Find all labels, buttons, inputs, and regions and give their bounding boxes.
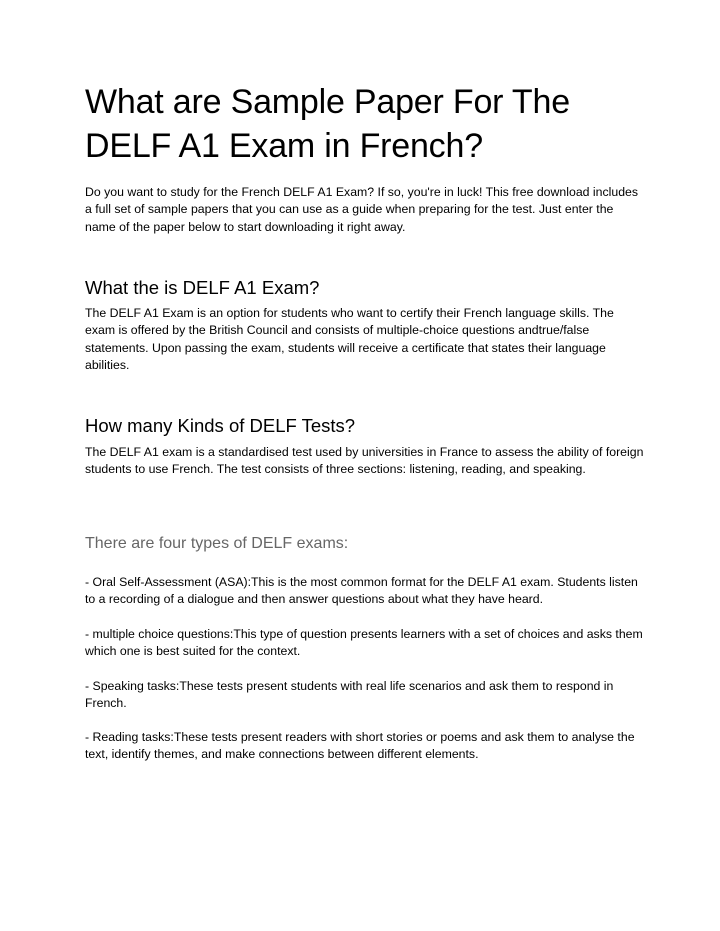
document-title: What are Sample Paper For The DELF A1 Exam in French? [85,83,570,165]
section-heading-four-types: There are four types of DELF exams: [85,535,349,552]
list-item-reading-tasks: - Reading tasks:These tests present readers with short stories or poems and ask them to analyse the text, identify themes, and make connections between different elements. [85,730,635,762]
intro-paragraph: Do you want to study for the French DELF A1 Exam? If so, you're in luck! This free download includes a full set of sample papers that you can use as a guide when preparing for the test. Just enter the name of the paper below to start downloading it right away. [85,185,639,234]
list-item-multiple-choice: - multiple choice questions:This type of question presents learners with a set of choices and asks them which one is best suited for the context. [85,627,643,659]
list-item-speaking-tasks: - Speaking tasks:These tests present students with real life scenarios and ask them to respond in French. [85,679,614,711]
section-heading-kinds-of-tests: How many Kinds of DELF Tests? [85,415,356,436]
section-heading-what-is-delf: What the is DELF A1 Exam? [85,277,320,298]
section-body-what-is-delf: The DELF A1 Exam is an option for students who want to certify their French language skills. The exam is offered by the British Council and consists of multiple-choice questions andtrue/false statements. Upon passing the exam, students will receive a certificate that states their language abilities. [85,306,614,373]
section-body-kinds-of-tests: The DELF A1 exam is a standardised test used by universities in France to assess the ability of foreign students to use French. The test consists of three sections: listening, reading, and speaking. [85,445,644,477]
list-item-oral-self-assessment: - Oral Self-Assessment (ASA):This is the most common format for the DELF A1 exam. Students listen to a recording of a dialogue and then answer questions about what they have heard. [85,575,638,607]
